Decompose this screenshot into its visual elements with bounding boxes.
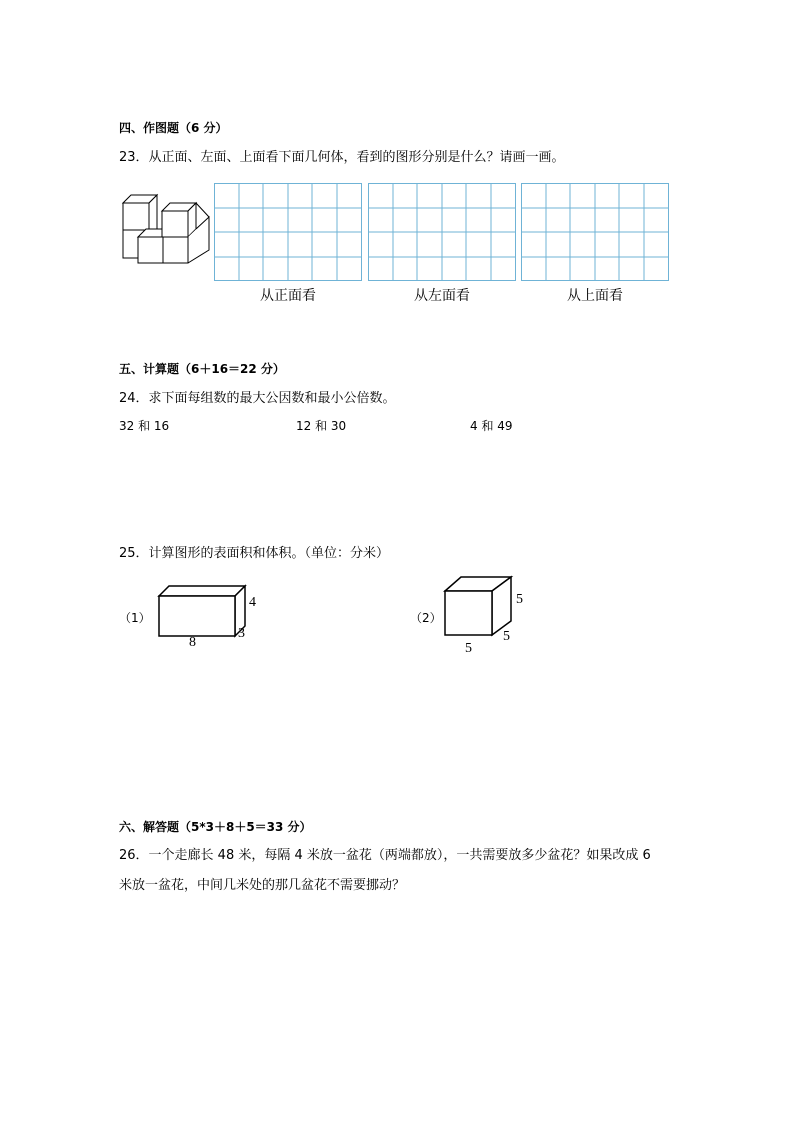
- fig2-height: 5: [516, 592, 523, 607]
- question-26-line1: 26．一个走廊长 48 米，每隔 4 米放一盆花（两端都放），一共需要放多少盆花？如果改成 6: [119, 848, 651, 863]
- cube-stack-figure: [118, 190, 218, 270]
- fig2-depth: 5: [503, 629, 510, 644]
- section5-title: 五、计算题（6＋16＝22 分）: [119, 362, 285, 376]
- question-25: 25．计算图形的表面积和体积。（单位：分米）: [119, 546, 390, 561]
- grid-label-left: 从左面看: [414, 288, 470, 304]
- question-26-line2: 米放一盆花，中间几米处的那几盆花不需要挪动？: [119, 878, 406, 893]
- fig1-length: 8: [189, 635, 196, 650]
- question-24: 24．求下面每组数的最大公因数和最小公倍数。: [119, 391, 396, 406]
- grid-left[interactable]: [368, 183, 516, 281]
- pair-3: 4 和 49: [470, 419, 513, 433]
- grid-label-top: 从上面看: [567, 288, 623, 304]
- grid-label-front: 从正面看: [260, 288, 316, 304]
- grid-front[interactable]: [214, 183, 362, 281]
- fig2-label: （2）: [410, 611, 442, 625]
- pair-1: 32 和 16: [119, 419, 170, 433]
- fig1-label: （1）: [119, 611, 151, 625]
- fig1-height: 4: [249, 595, 256, 610]
- grid-top[interactable]: [521, 183, 669, 281]
- fig1-width: 3: [238, 626, 245, 641]
- question-23: 23．从正面、左面、上面看下面几何体，看到的图形分别是什么？请画一画。: [119, 150, 565, 165]
- section6-title: 六、解答题（5*3＋8＋5＝33 分）: [119, 820, 312, 834]
- section4-title: 四、作图题（6 分）: [119, 121, 228, 135]
- fig2-width: 5: [465, 641, 472, 656]
- pair-2: 12 和 30: [296, 419, 347, 433]
